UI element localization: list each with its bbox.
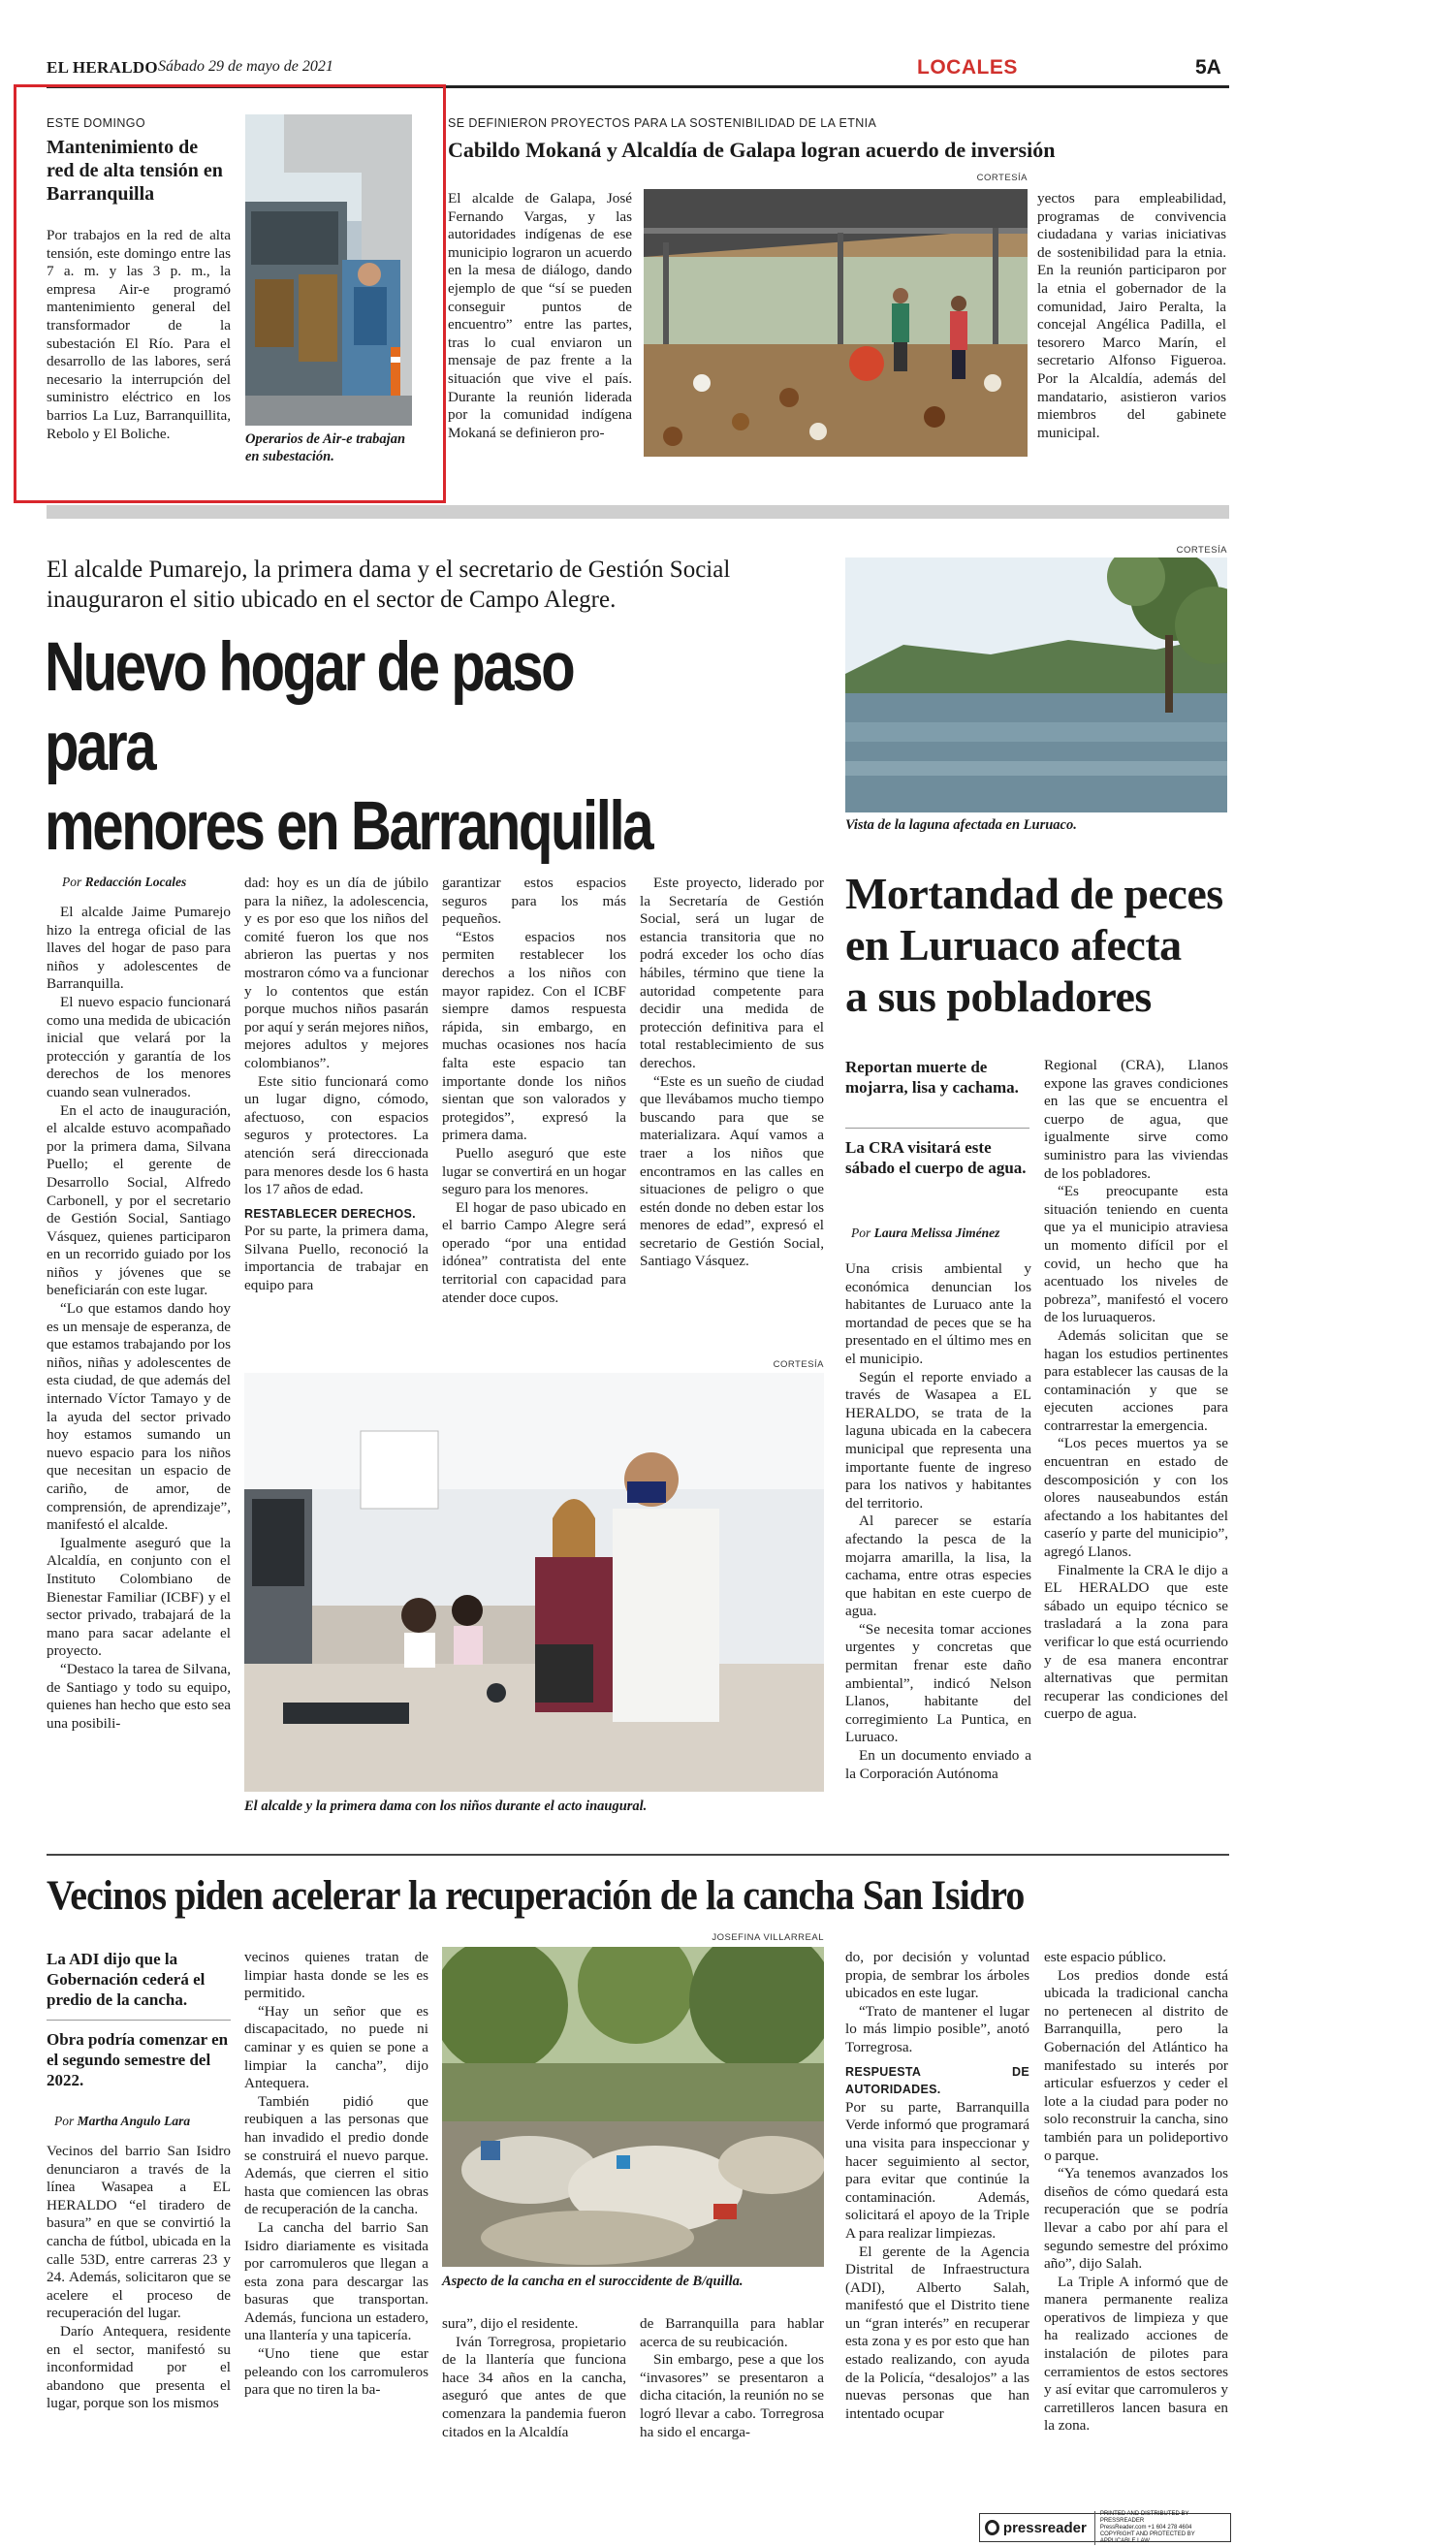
hogar-col2-p2: Este sitio funcionará como un lugar digno, cómodo, afectuoso, con espacios seguros y protectores. La atención será direccionada para menores desde los 6 hasta los 17 años de edad. <box>244 1072 428 1198</box>
hogar-col2-p1: dad: hoy es un día de júbilo para la niñez, la adolescencia, y es por eso que los niños del comité fueron los que nos abrieron las puertas y nos mostraron cómo va a funcionar y lo contentos que están porque muchos niños pasarán por aquí y serán mejores niños, mejores adultos y mejores colombianos”. <box>244 875 428 1071</box>
cancha-col6-p1: este espacio público. <box>1044 1949 1167 1965</box>
cancha-summary-2: Obra podría comenzar en el segundo semestre del 2022. <box>47 2030 229 2089</box>
galapa-col-1: El alcalde de Galapa, José Fernando Vargas, y las autoridades indígenas de ese municipio lograron un acuerdo en la mesa de diálogo, dando ejemplo de que “sí se pueden conseguir puntos de encuentro” entre las partes, tras lo cual enviaron un mensaje de paz frente a la situación que vive el país. Durante la reunión liderada por la comunidad indígena Mokaná se definieron pro- <box>448 190 632 441</box>
hogar-col-3 <box>442 875 626 1307</box>
luruaco-col1-p5: En un documento enviado a la Corporación Autónoma <box>845 1747 1031 1782</box>
cancha-col2-p5: “Uno tiene que estar peleando con los carromuleros para que no tiren la ba- <box>244 2345 428 2399</box>
brief-title: Mantenimiento de red de alta tensión en Barranquilla <box>47 137 223 205</box>
hogar-col1-p4: “Lo que estamos dando hoy es un mensaje de esperanza, de que estamos trabajando por los niños, niñas y adolescentes de esta ciudad, de que además del internado Víctor Tamayo y de la ayuda del sector privado hoy estamos sumando un nuevo espacio para los niños que necesitan un espacio de cariño, de amor, de comprensión, de aprendizaje”, manifestó el alcalde. <box>47 1300 231 1534</box>
cancha-col4-p1: de Barranquilla para hablar acerca de su reubicación. <box>640 2315 824 2350</box>
galapa-photo <box>644 189 1028 457</box>
page-number: 5A <box>1195 56 1221 79</box>
cancha-col6-p3: “Ya tenemos avanzados los diseños de cómo quedará esta recuperación que se podría llevar a cabo por ahí para el segundo semestre del próximo año”, dijo Salah. <box>1044 2165 1228 2273</box>
galapa-title: Cabildo Mokaná y Alcaldía de Galapa logran acuerdo de inversión <box>448 138 1056 162</box>
cancha-col-1 <box>47 2143 231 2413</box>
hogar-col1-p6: “Destaco la tarea de Silvana, de Santiago y todo su equipo, quienes han hecho que esto sea una posibili- <box>47 1660 231 1732</box>
hogar-col-2 <box>244 875 428 1295</box>
hogar-col4-p2: “Este es un sueño de ciudad que llevábamos mucho tiempo buscando para que se materializara. Aquí vamos a traer a los niños que encontramos en las calles en situaciones de peligro o que estén donde no deben estar los menores de edad”, expresó el secretario de Gestión Social, Santiago Vásquez. <box>640 1072 824 1270</box>
brief-photo-caption: Operarios de Air-e trabajan en subestación. <box>245 431 406 464</box>
hogar-photo-credit: CORTESÍA <box>773 1359 824 1370</box>
brief-kicker: ESTE DOMINGO <box>47 116 146 130</box>
cancha-col6-p2: Los predios donde está ubicada la tradicional cancha no pertenecen al distrito de Barranquilla, pero la Gobernación del Atlántico ha manifestado su interés por articular esfuerzos y ceder el lote a la ciudad para poder no solo reconstruir la cancha, sino también para un polideportivo o parque. <box>1044 1966 1228 2164</box>
cancha-col-3 <box>442 2315 626 2441</box>
cancha-photo-credit: JOSEFINA VILLARREAL <box>712 1932 824 1943</box>
hogar-col-1 <box>47 904 231 1733</box>
pressreader-line-3: COPYRIGHT AND PROTECTED BY APPLICABLE LAW <box>1099 2531 1195 2544</box>
cancha-photo-caption: Aspecto de la cancha en el suroccidente de B/quilla. <box>442 2274 744 2289</box>
cancha-byline-prefix: Por <box>54 2114 75 2128</box>
luruaco-title <box>845 868 1233 1022</box>
luruaco-col1-p1: Una crisis ambiental y económica denuncian los habitantes de Luruaco ante la mortandad de peces que se ha presentado en el último mes en el municipio. <box>845 1260 1031 1367</box>
hogar-photo-caption: El alcalde y la primera dama con los niños durante el acto inaugural. <box>244 1799 648 1814</box>
section-divider-1 <box>47 505 1229 519</box>
cancha-col4-p2: Sin embargo, pese a que los “invasores” se presentaron a dicha citación, la reunión no se logró llevar a cabo. Torregrosa ha sido el encarga- <box>640 2351 824 2440</box>
cancha-col2-p3: También pidió que reubiquen a las personas que han invadido el predio donde se construirá el nuevo parque. Además, que cierren el sitio hasta que comiencen las obras de recuperación de la cancha. <box>244 2092 428 2218</box>
page-header <box>47 54 1229 83</box>
cancha-col2-p2: “Hay un señor que es discapacitado, no puede ni caminar y es quien se pone a limpiar la cancha”, dijo Antequera. <box>244 2002 428 2092</box>
cancha-col3-p2: Iván Torregrosa, propietario de la llantería que funciona hace 34 años en la cancha, aseguró que antes de que comenzara la pandemia fueron citados en la Alcaldía <box>442 2333 626 2440</box>
luruaco-title-line-2: en Luruaco afecta <box>845 920 1182 970</box>
cancha-col2-p4: La cancha del barrio San Isidro diariamente es visitada por carromuleros que llegan a esta zona para descargar las basuras que transportan. Además, funciona un estadero, una llantería y una tapicería. <box>244 2218 428 2344</box>
galapa-photo-credit: CORTESÍA <box>976 173 1028 183</box>
luruaco-summary-divider <box>845 1128 1029 1129</box>
cancha-col5-p2: “Trato de mantener el lugar lo más limpio posible”, anotó Torregrosa. <box>845 2002 1029 2055</box>
luruaco-col1-p4: “Se necesita tomar acciones urgentes y concretas que permitan frenar este daño ambiental”, indicó Nelson Llanos, habitante del corregimiento La Puntica, en Luruaco. <box>845 1620 1031 1746</box>
hogar-col1-p5: Igualmente aseguró que la Alcaldía, en conjunto con el Instituto Colombiano de Bienestar Familiar (ICBF) y el sector privado, trabajará de la mano para sacar adelante el proyecto. <box>47 1534 231 1660</box>
luruaco-byline-prefix: Por <box>851 1226 871 1240</box>
cancha-col-5 <box>845 1949 1029 2423</box>
luruaco-col2-p4: “Los peces muertos ya se encuentran en estado de descomposición y con los olores nauseabundos están afectando a los habitantes del caserío y parte del municipio”, agregó Llanos. <box>1044 1435 1228 1561</box>
section-label: LOCALES <box>917 56 1018 79</box>
hogar-col3-p3: Puello aseguró que este lugar se convertirá en un hogar seguro para los menores. <box>442 1144 626 1198</box>
cancha-col5-p3: Por su parte, Barranquilla Verde informó que programará una visita para inspeccionar y hacer seguimiento al sector, para evitar que continúe la contaminación. Además, solicitará el apoyo de la Triple A para realizar limpiezas. <box>845 2098 1029 2242</box>
hogar-col-4 <box>640 875 824 1271</box>
cancha-col3-p1: sura”, dijo el residente. <box>442 2315 579 2332</box>
luruaco-summary-1: Reportan muerte de mojarra, lisa y cachama. <box>845 1058 1019 1097</box>
pressreader-legal <box>1094 2511 1230 2545</box>
cancha-col2-p1: vecinos quienes tratan de limpiar hasta donde se les es permitido. <box>244 1949 428 2002</box>
hogar-col3-p1: garantizar estos espacios seguros para los más pequeños. <box>442 875 626 928</box>
galapa-kicker: SE DEFINIERON PROYECTOS PARA LA SOSTENIBILIDAD DE LA ETNIA <box>448 116 877 130</box>
pressreader-footer <box>979 2510 1231 2544</box>
cancha-col-4 <box>640 2315 824 2441</box>
hogar-photo <box>244 1373 824 1792</box>
pressreader-brand: pressreader <box>1002 2519 1087 2536</box>
cancha-summary-1: La ADI dijo que la Gobernación cederá el predio de la cancha. <box>47 1950 206 2009</box>
hogar-col2-p3: Por su parte, la primera dama, Silvana Puello, reconoció la importancia de trabajar en equipo para <box>244 1223 428 1294</box>
cancha-col6-p4: La Triple A informó que de manera permanente realiza operativos de limpieza y que ha realizado acciones de instalación de pilotes para cerramientos de estos sectores y así evitar que carromuleros y carretilleros lancen basura en la zona. <box>1044 2273 1228 2435</box>
hogar-deck: El alcalde Pumarejo, la primera dama y el secretario de Gestión Social inauguraron el sitio ubicado en el sector de Campo Alegre. <box>47 557 731 613</box>
hogar-col1-p1: El alcalde Jaime Pumarejo hizo la entrega oficial de las llaves del hogar de paso para niños y adolescentes de Barranquilla. <box>47 904 231 993</box>
galapa-col-2: yectos para empleabilidad, programas de convivencia ciudadana y varias iniciativas de sostenibilidad para la etnia. En la reunión participaron por la etnia el gobernador de la comunidad, Jairo Peralta, la concejal Angélica Padilla, el tesorero Marco Marín, el secretario Alfonso Figueroa. Por la Alcaldía, además del mandatario, asistieron varios miembros del gabinete municipal. <box>1037 190 1226 441</box>
cancha-col-6 <box>1044 1949 1228 2436</box>
cancha-col5-p1: do, por decisión y voluntad propia, de sembrar los árboles ubicados en este lugar. <box>845 1949 1029 2002</box>
brief-body: Por trabajos en la red de alta tensión, este domingo entre las 7 a. m. y las 3 p. m., la empresa Air-e programó mantenimiento general del transformador de la subestación El Río. Para el desarrollo de las labores, será necesario la interrupción del suministro eléctrico en los barrios La Luz, Barranquillita, Rebolo y El Boliche. <box>47 227 231 442</box>
hogar-subhead: RESTABLECER DERECHOS. <box>244 1206 416 1221</box>
cancha-col1-p1: Vecinos del barrio San Isidro denunciaron a través de la línea Wasapea a EL HERALDO “el tiradero de basura” en que se convirtió la cancha de fútbol, ubicada en la calle 53D, entre carreras 23 y 24. Además, solicitaron que se acelere el proceso de recuperación del lugar. <box>47 2143 231 2322</box>
cancha-col1-p2: Darío Antequera, residente en el sector, manifestó su inconformidad por el abandono que presenta el lugar, porque son los mismos <box>47 2322 231 2412</box>
hogar-col1-p3: En el acto de inauguración, el alcalde estuvo acompañado por la primera dama, Silvana Puello; el gerente de Desarrollo Social, Alfredo Carbonell, y por el secretario de Gestión Social, Santiago Vásquez, quienes participaron en un recorrido guiado por los niños y jóvenes que se beneficiarán con este lugar. <box>47 1101 231 1299</box>
hogar-title-line-1: Nuevo hogar de paso para <box>45 629 574 785</box>
luruaco-col2-p2: “Es preocupante esta situación teniendo en cuenta que ya el municipio atraviesa un momento difícil por el covid, un hecho que ha acentuado los niveles de pobreza”, manifestó el vocero de los luruaqueros. <box>1044 1183 1228 1326</box>
cancha-title: Vecinos piden acelerar la recuperación de la cancha San Isidro <box>47 1873 1025 1919</box>
cancha-col5-p4: El gerente de la Agencia Distrital de Infraestructura (ADI), Alberto Salah, manifestó que el Distrito tiene un “gran interés” en recuperar esta zona y es por esto que han estado realizando, con ayuda de la Policía, “desalojos” a las nuevas personas que han intentado ocupar <box>845 2243 1029 2422</box>
cancha-col-2 <box>244 1949 428 2400</box>
pressreader-line-2: PressReader.com +1 604 278 4604 <box>1099 2524 1192 2531</box>
issue-date: Sábado 29 de mayo de 2021 <box>158 58 333 75</box>
cancha-photo <box>442 1947 824 2267</box>
brief-photo <box>245 114 412 426</box>
hogar-col4-p1: Este proyecto, liderado por la Secretaría de Gestión Social, será un lugar de estancia transitoria que no podrá exceder los ocho días hábiles, término que tiene la autoridad competente para decidir una medida de protección definitiva para el total restablecimiento de sus derechos. <box>640 875 824 1071</box>
section-divider-2 <box>47 1854 1229 1856</box>
luruaco-byline-author: Laura Melissa Jiménez <box>873 1226 1000 1240</box>
luruaco-photo <box>845 557 1227 812</box>
luruaco-title-line-3: a sus pobladores <box>845 971 1152 1021</box>
luruaco-summary-2: La CRA visitará este sábado el cuerpo de agua. <box>845 1138 1027 1177</box>
cancha-summary-divider <box>47 2020 231 2021</box>
luruaco-col2-p5: Finalmente la CRA le dijo a EL HERALDO que este sábado un equipo técnico se trasladará a la zona para verificar lo que está ocurriendo y de esa manera encontrar alternativas que permitan recuperar las condiciones del cuerpo de agua. <box>1044 1561 1228 1723</box>
luruaco-photo-caption: Vista de la laguna afectada en Luruaco. <box>845 817 1077 833</box>
cancha-byline <box>54 2114 238 2129</box>
hogar-title-line-2: menores en Barranquilla <box>45 788 652 865</box>
hogar-col1-p2: El nuevo espacio funcionará como una medida de ubicación inicial que velará por la protección y garantía de los derechos de los menores cuando sean vulnerados. <box>47 993 231 1100</box>
luruaco-title-line-1: Mortandad de peces <box>845 869 1223 918</box>
luruaco-col-1 <box>845 1260 1031 1783</box>
paper-name: EL HERALDO <box>47 58 158 77</box>
luruaco-photo-credit: CORTESÍA <box>1176 545 1227 556</box>
hogar-col3-p2: “Estos espacios nos permiten restablecer los derechos a los niños con mayor rapidez. Con el ICBF siempre damos respuesta rápida, sin embargo, en muchas ocasiones nos hacía falta este espacio tan importante donde los niños sientan que son valorados y protegidos”, expresó la primera dama. <box>442 928 626 1144</box>
luruaco-col1-p2: Según el reporte enviado a través de Wasapea a EL HERALDO, se trata de la laguna ubicada en la cabecera municipal que representa una importante fuente de ingreso para los nativos y habitantes del territorio. <box>845 1368 1031 1512</box>
hogar-byline-author: Redacción Locales <box>84 875 187 889</box>
hogar-byline <box>62 875 237 890</box>
luruaco-col2-p3: Además solicitan que se hagan los estudios pertinentes para establecer las causas de la contaminación y que se ejecuten acciones para contrarrestar la emergencia. <box>1044 1326 1228 1434</box>
pressreader-line-1: PRINTED AND DISTRIBUTED BY PRESSREADER <box>1099 2510 1189 2524</box>
hogar-col3-p4: El hogar de paso ubicado en el barrio Campo Alegre será operado “por una entidad idónea” contratista del ente territorial con capacidad para atender doce cupos. <box>442 1198 626 1306</box>
luruaco-byline <box>851 1226 1045 1241</box>
cancha-byline-author: Martha Angulo Lara <box>77 2114 191 2128</box>
hogar-byline-prefix: Por <box>62 875 82 889</box>
pressreader-logo-icon <box>985 2520 999 2535</box>
luruaco-col-2 <box>1044 1057 1228 1724</box>
cancha-subhead: RESPUESTA DE AUTORIDADES. <box>845 2064 1029 2097</box>
luruaco-col2-p1: Regional (CRA), Llanos expone las graves condiciones en las que se encuentra el cuerpo de agua, que igualmente sirve como suministro para las viviendas de los pobladores. <box>1044 1057 1228 1182</box>
hogar-title <box>45 628 681 867</box>
luruaco-col1-p3: Al parecer se estaría afectando la pesca de la mojarra amarilla, la lisa, la cachama, entre otras especies que habitan en este cuerpo de agua. <box>845 1512 1031 1620</box>
